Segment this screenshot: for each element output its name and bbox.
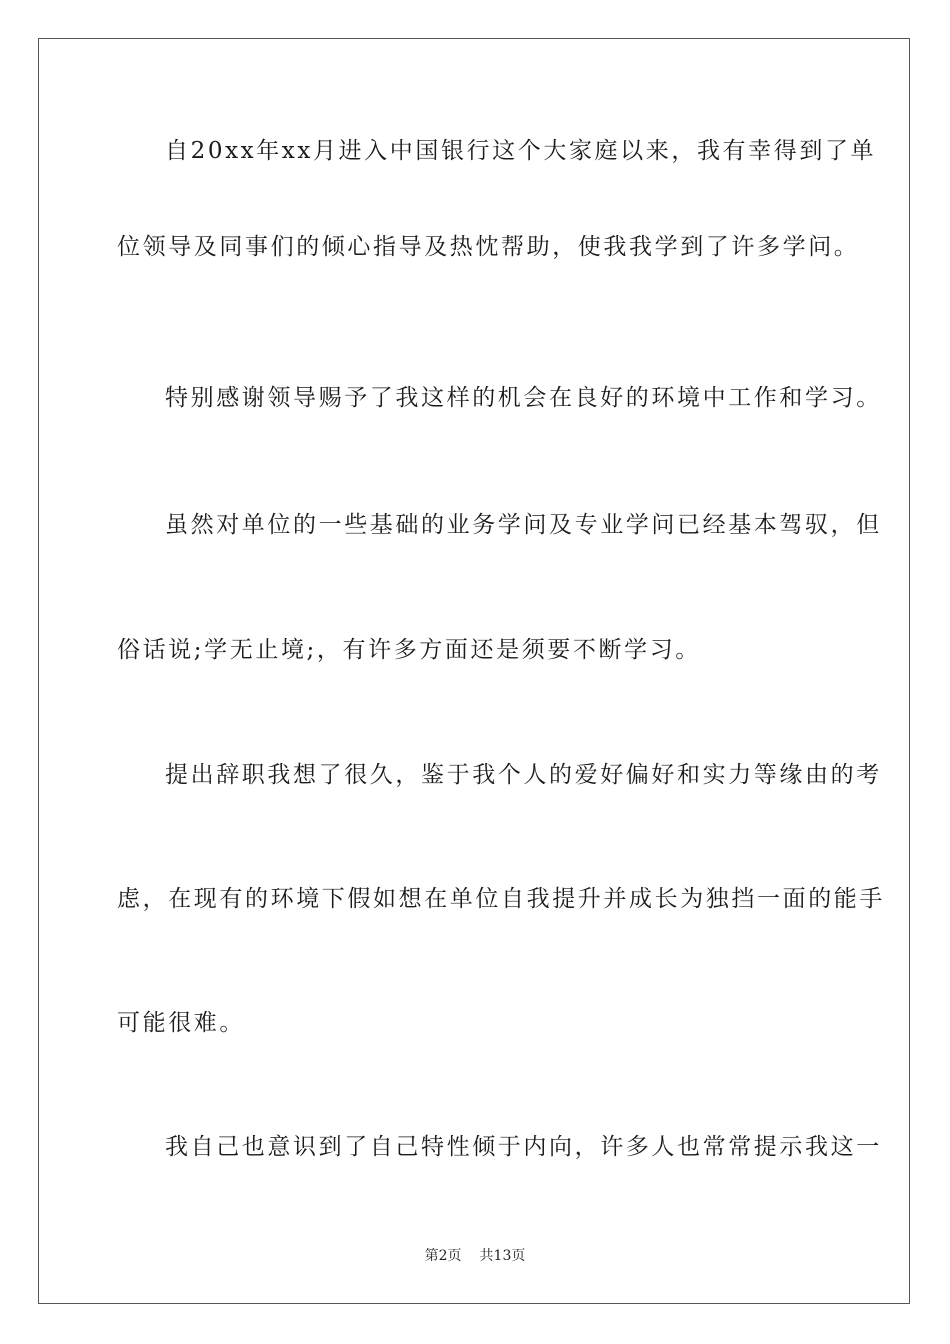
page-number: 第2页 [424, 1248, 462, 1264]
page-footer [0, 1246, 950, 1266]
paragraph-4-line-2: 虑，在现有的环境下假如想在单位自我提升并成长为独挡一面的能手 [117, 886, 885, 912]
paragraph-1-line-1: 自20xx年xx月进入中国银行这个大家庭以来，我有幸得到了单 [165, 138, 877, 164]
paragraph-3-line-2: 俗话说;学无止境;，有许多方面还是须要不断学习。 [117, 637, 701, 663]
paragraph-5-line-1: 我自己也意识到了自己特性倾于内向，许多人也常常提示我这一 [165, 1134, 882, 1160]
paragraph-1-line-2: 位领导及同事们的倾心指导及热忱帮助，使我我学到了许多学问。 [117, 234, 860, 260]
paragraph-3-line-1: 虽然对单位的一些基础的业务学问及专业学问已经基本驾驭，但 [165, 512, 882, 538]
page-total: 共13页 [479, 1248, 526, 1264]
paragraph-2-line-1: 特别感谢领导赐予了我这样的机会在良好的环境中工作和学习。 [165, 385, 882, 411]
paragraph-4-line-3: 可能很难。 [117, 1010, 245, 1036]
paragraph-4-line-1: 提出辞职我想了很久，鉴于我个人的爱好偏好和实力等缘由的考 [165, 762, 882, 788]
page-border [38, 38, 910, 1304]
